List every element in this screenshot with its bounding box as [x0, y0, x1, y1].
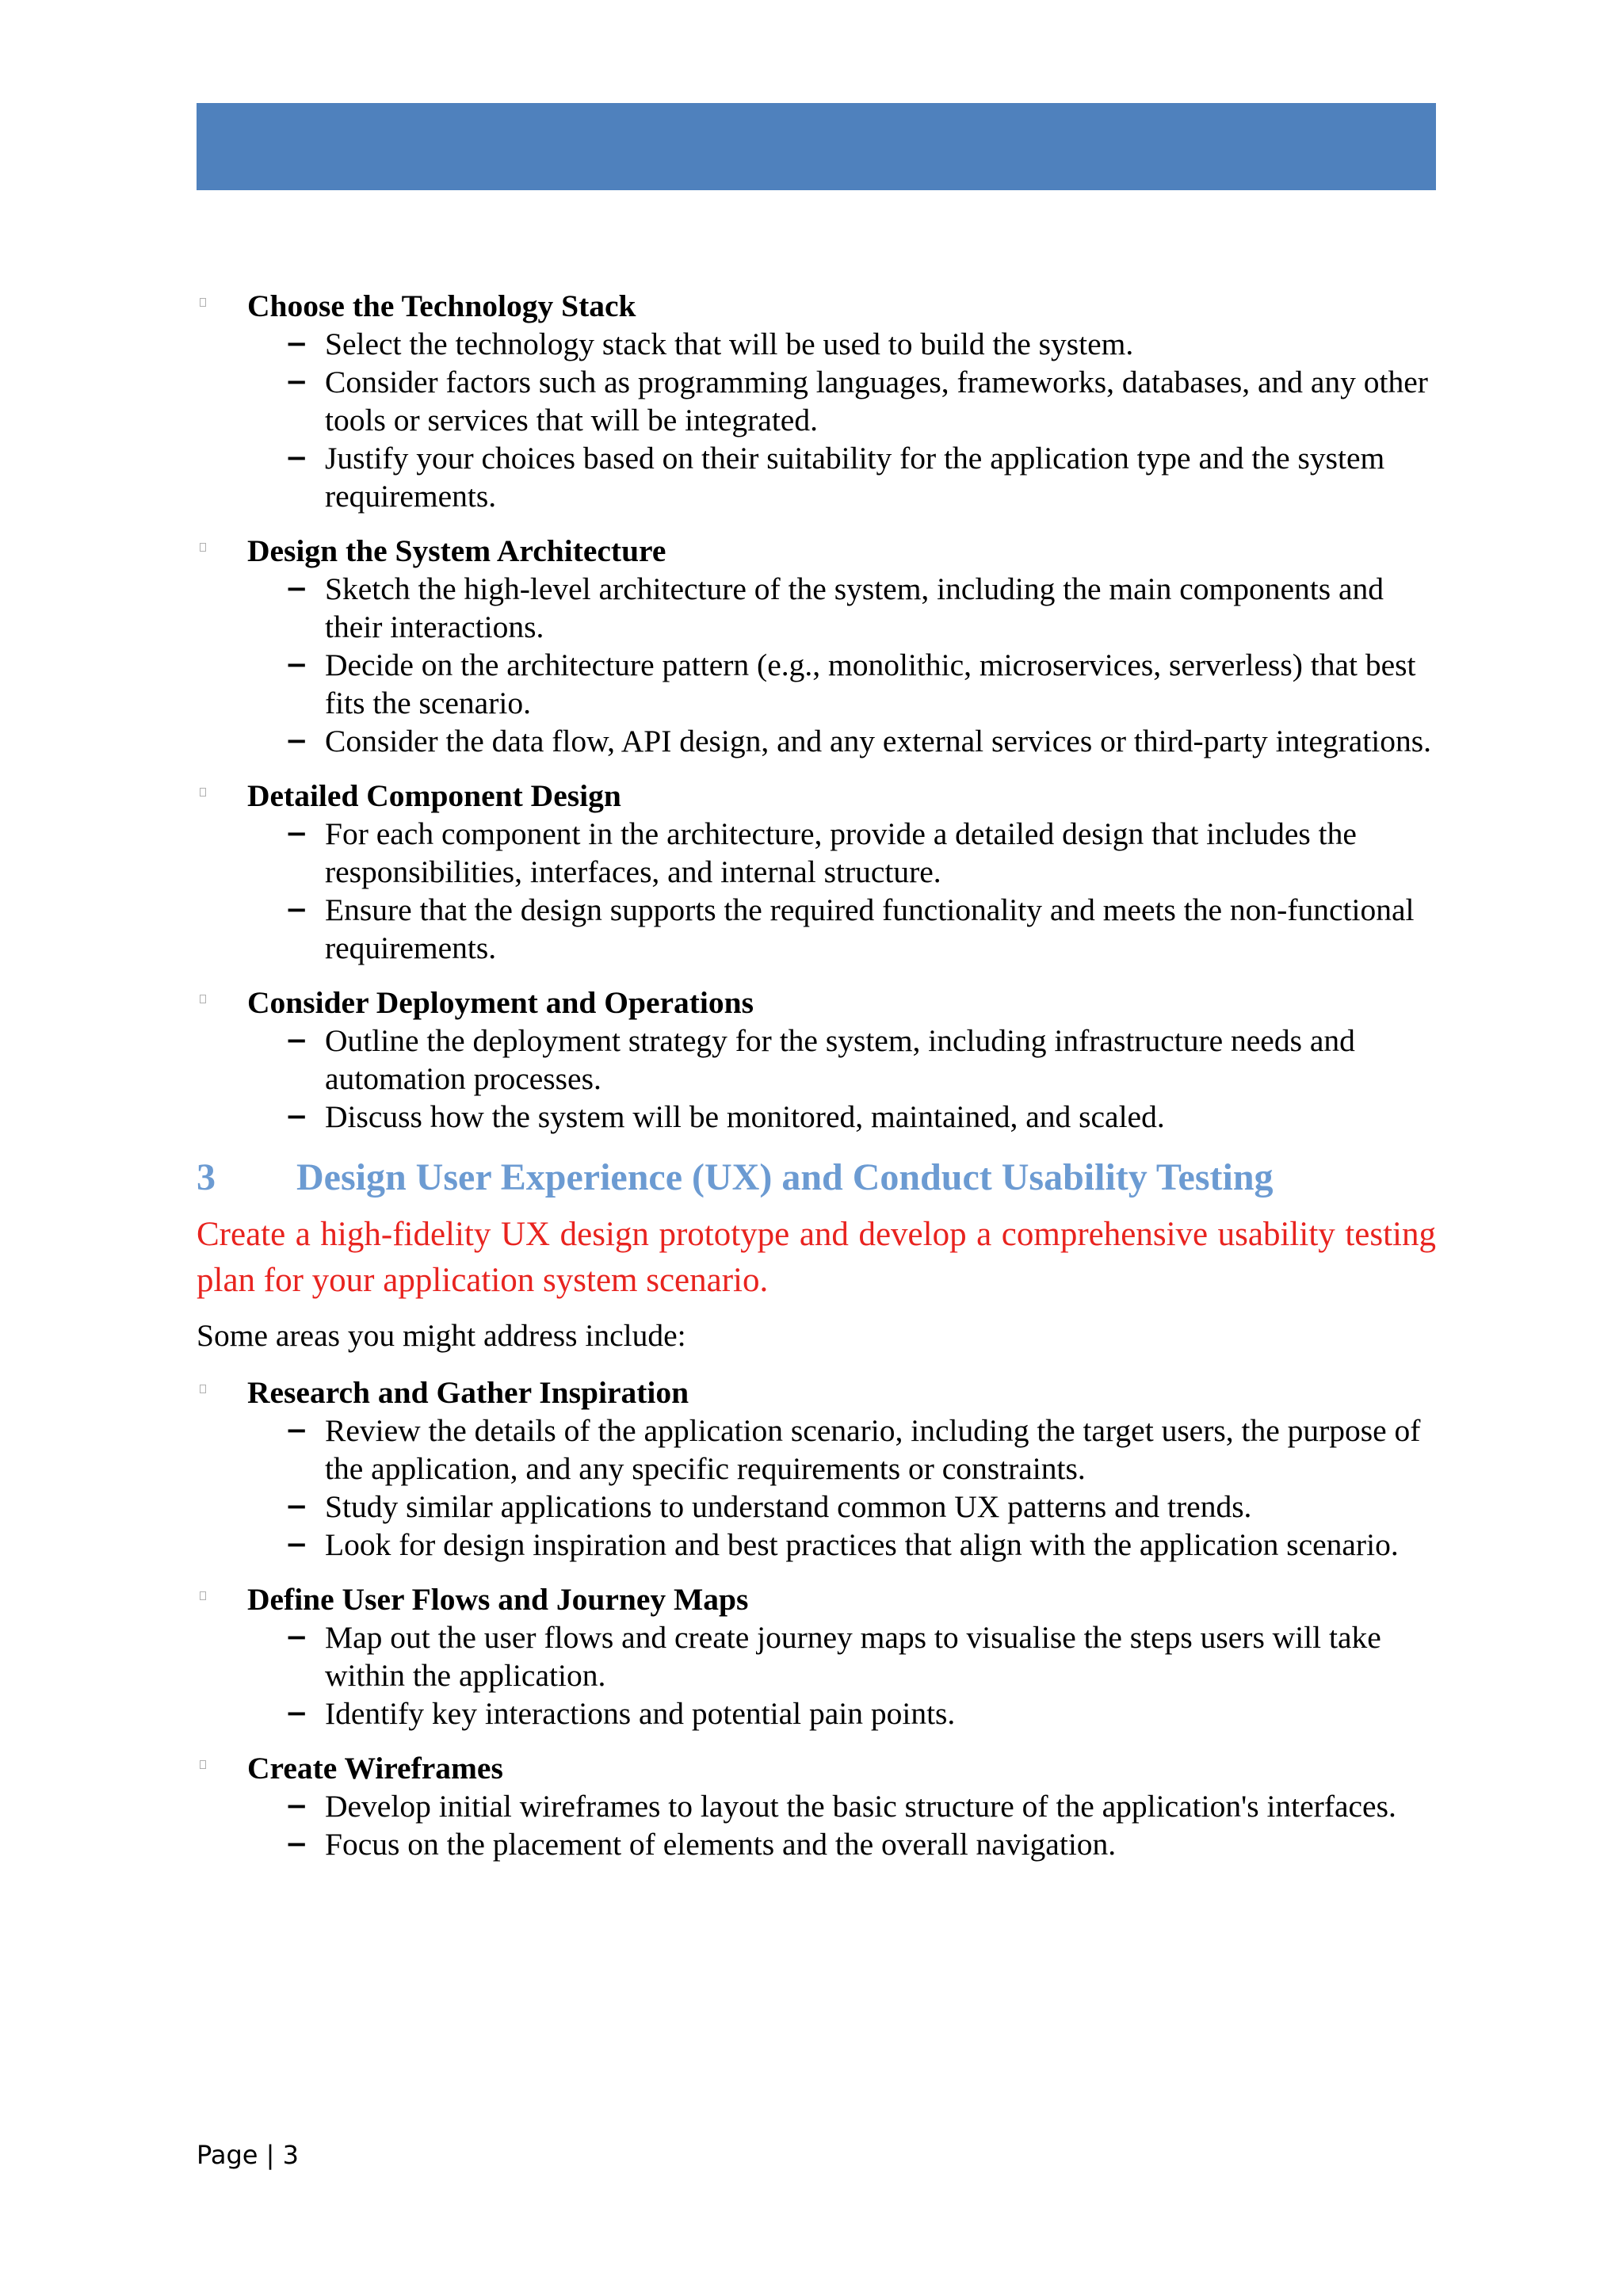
sub-item	[197, 1412, 1436, 1488]
dash-bullet-icon: −	[285, 1790, 308, 1822]
bullet-heading-text: Research and Gather Inspiration	[247, 1375, 689, 1410]
bullet-heading	[197, 1749, 1436, 1787]
sub-item-text: Ensure that the design supports the required functionality and meets the non-functional requirements.	[325, 892, 1415, 965]
bullet-section	[197, 984, 1436, 1136]
bullet-heading-text: Choose the Technology Stack	[247, 288, 636, 323]
sub-item	[197, 815, 1436, 891]
bullet-section	[197, 287, 1436, 515]
sub-item-text: Consider factors such as programming languages, frameworks, databases, and any other tools or services that will be integrated.	[325, 365, 1428, 437]
dash-bullet-icon: −	[285, 1828, 308, 1860]
bullet-section	[197, 1580, 1436, 1733]
sub-item	[197, 325, 1436, 363]
sub-item-text: Justify your choices based on their suitability for the application type and the system requirements.	[325, 441, 1385, 514]
dash-bullet-icon: −	[285, 894, 308, 926]
bullet-heading-text: Create Wireframes	[247, 1751, 503, 1786]
bullet-heading	[197, 1580, 1436, 1618]
dash-bullet-icon: −	[285, 1025, 308, 1056]
sub-item-text: Select the technology stack that will be used to build the system.	[325, 327, 1134, 361]
sub-item	[197, 439, 1436, 515]
bullet-heading	[197, 287, 1436, 325]
sub-item	[197, 646, 1436, 722]
section-title: Design User Experience (UX) and Conduct Usability Testing	[296, 1156, 1274, 1198]
bullet-heading	[197, 984, 1436, 1022]
sub-item-text: Consider the data flow, API design, and any external services or third-party integrations.	[325, 724, 1432, 758]
sub-item-text: Focus on the placement of elements and the overall navigation.	[325, 1827, 1117, 1862]
intro-text: Some areas you might address include:	[197, 1318, 686, 1353]
sub-item	[197, 1618, 1436, 1694]
dash-bullet-icon: −	[285, 1698, 308, 1729]
dash-bullet-icon: −	[285, 1529, 308, 1561]
sub-item-text: Study similar applications to understand common UX patterns and trends.	[325, 1489, 1252, 1524]
sub-item	[197, 1787, 1436, 1825]
bullet-heading-text: Detailed Component Design	[247, 778, 621, 813]
bullet-box-icon	[200, 1591, 206, 1600]
bullet-heading-text: Design the System Architecture	[247, 533, 666, 568]
bullet-heading	[197, 532, 1436, 570]
bullet-section	[197, 777, 1436, 967]
sub-item	[197, 363, 1436, 439]
dash-bullet-icon: −	[285, 366, 308, 398]
sub-item	[197, 1694, 1436, 1733]
sub-item-text: Discuss how the system will be monitored, maintained, and scaled.	[325, 1099, 1165, 1134]
dash-bullet-icon: −	[285, 1415, 308, 1446]
sub-item	[197, 1825, 1436, 1863]
bullet-box-icon	[200, 298, 206, 307]
page-number-footer: Page | 3	[197, 2140, 299, 2170]
dash-bullet-icon: −	[285, 1101, 308, 1133]
dash-bullet-icon: −	[285, 442, 308, 474]
bullet-heading-text: Define User Flows and Journey Maps	[247, 1582, 749, 1617]
sub-item	[197, 891, 1436, 967]
sub-item	[197, 1526, 1436, 1564]
sub-item-text: Look for design inspiration and best practices that align with the application scenario.	[325, 1527, 1399, 1562]
bullet-section	[197, 1749, 1436, 1863]
sub-item-text: Map out the user flows and create journey maps to visualise the steps users will take within the application.	[325, 1620, 1381, 1693]
sub-item	[197, 570, 1436, 646]
bullet-section	[197, 1373, 1436, 1564]
bullet-section	[197, 532, 1436, 760]
bullet-box-icon	[200, 543, 206, 552]
sub-item	[197, 1488, 1436, 1526]
bullet-heading	[197, 1373, 1436, 1412]
section-number: 3	[197, 1156, 216, 1198]
dash-bullet-icon: −	[285, 328, 308, 360]
sub-item-text: Identify key interactions and potential pain points.	[325, 1696, 956, 1731]
dash-bullet-icon: −	[285, 818, 308, 850]
page-content	[197, 287, 1436, 1880]
sections-before	[197, 287, 1436, 1136]
sub-item-text: Outline the deployment strategy for the system, including infrastructure needs and automation processes.	[325, 1023, 1355, 1096]
dash-bullet-icon: −	[285, 1622, 308, 1653]
sections-after	[197, 1373, 1436, 1863]
bullet-box-icon	[200, 1385, 206, 1393]
bullet-box-icon	[200, 1760, 206, 1769]
sub-item-text: Review the details of the application scenario, including the target users, the purpose of the application, and any specific requirements or constraints.	[325, 1413, 1421, 1486]
section-heading	[197, 1155, 1436, 1201]
dash-bullet-icon: −	[285, 649, 308, 681]
dash-bullet-icon: −	[285, 1491, 308, 1522]
bullet-box-icon	[200, 995, 206, 1003]
bullet-heading	[197, 777, 1436, 815]
task-statement: Create a high-fidelity UX design prototype and develop a comprehensive usability testing plan for your application system scenario.	[197, 1216, 1436, 1299]
bullet-heading-text: Consider Deployment and Operations	[247, 985, 754, 1020]
sub-item	[197, 1022, 1436, 1098]
sub-item-text: For each component in the architecture, provide a detailed design that includes the responsibilities, interfaces, and internal structure.	[325, 816, 1357, 889]
sub-item-text: Sketch the high-level architecture of the system, including the main components and their interactions.	[325, 571, 1384, 644]
dash-bullet-icon: −	[285, 573, 308, 605]
dash-bullet-icon: −	[285, 725, 308, 757]
sub-item-text: Develop initial wireframes to layout the basic structure of the application's interfaces.	[325, 1789, 1396, 1824]
sub-item	[197, 1098, 1436, 1136]
header-bar	[197, 103, 1436, 190]
bullet-box-icon	[200, 788, 206, 797]
sub-item-text: Decide on the architecture pattern (e.g., monolithic, microservices, serverless) that best fits the scenario.	[325, 648, 1416, 720]
sub-item	[197, 722, 1436, 760]
